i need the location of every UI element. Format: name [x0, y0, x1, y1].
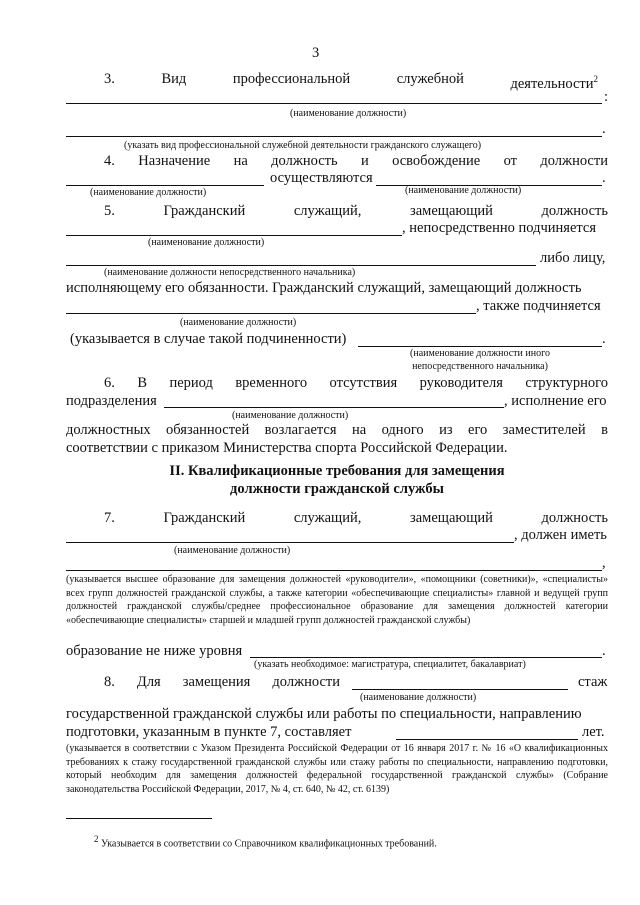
p6-line3: [66, 421, 608, 439]
p3-word: профессиональной: [232, 71, 351, 87]
p5-blank2: [66, 265, 536, 266]
p3-dot: .: [602, 121, 606, 137]
p6-word: временного: [235, 375, 308, 391]
p3-word: Вид: [161, 71, 187, 87]
p8-blank-years: [396, 739, 578, 740]
p7-blank1: [66, 542, 514, 543]
p8-stazh: стаж: [578, 674, 608, 690]
p4-mid: осуществляются: [270, 170, 373, 186]
p6-word: должностных: [66, 422, 151, 438]
p5-case-text: (указывается в случае такой подчиненности): [70, 331, 347, 347]
p5-word: замещающий: [410, 203, 493, 219]
p5-blank3: [66, 313, 476, 314]
p7-word: служащий,: [293, 510, 362, 526]
section-title-line1: II. Квалификационные требования для замещения: [169, 463, 505, 479]
p8-blank1: [352, 689, 568, 690]
p7-edu-label: образование не ниже уровня: [66, 643, 243, 659]
p4-hint-right: (наименование должности): [405, 185, 522, 196]
footnote-text: Указывается в соответствии со Справочником квалификационных требований.: [98, 838, 437, 850]
p5-word: должность: [541, 203, 608, 219]
p5-line1: [104, 202, 608, 220]
p6-division: подразделения: [66, 393, 157, 409]
p7-blank2: [66, 570, 602, 571]
p7-hint2: (указать необходимое: магистратура, специалитет, бакалавриат): [254, 659, 526, 670]
p8-years: лет.: [582, 724, 605, 740]
p5-or-person: либо лицу,: [540, 250, 606, 266]
p4-hint-left: (наименование должности): [90, 187, 207, 198]
p8-note: (указывается в соответствии с Указом Президента Российской Федерации от 16 января 2017 г. № 16 «О квалификационных требованиях к стажу государственной гражданской службы или стажу работы по специальности, направлению подготовки, который необходим для замещения должностей федеральной государственной гражданской службы» (Собрание законодательства Российской Федерации, 2017, № 4, ст. 640, № 42, ст. 6139): [66, 743, 608, 795]
p5-blank1: [66, 235, 402, 236]
footnote-mark: 2: [94, 834, 99, 844]
p3-word: служебной: [396, 71, 464, 87]
p6-word: в: [601, 422, 608, 438]
p6-word: из: [439, 422, 453, 438]
p6-num: 6.: [104, 375, 115, 391]
p8-word: должности: [272, 674, 340, 690]
p7-must-have: , должен иметь: [514, 527, 607, 543]
p6-word: руководителя: [419, 375, 503, 391]
p3-hint-position: (наименование должности): [290, 108, 407, 119]
p5-word: служащий,: [293, 203, 362, 219]
p6-word: на: [351, 422, 367, 438]
footnote: [94, 833, 437, 850]
p5-hint4: (наименование должности иного непосредственного начальника): [410, 348, 550, 372]
p6-word: его: [468, 422, 488, 438]
p8-line3: подготовки, указанным в пункте 7, составляет: [66, 724, 352, 740]
p8-word: замещения: [182, 674, 251, 690]
p6-word: обязанностей: [166, 422, 250, 438]
p4-word: должность: [271, 153, 338, 169]
p4-word: Назначение: [138, 153, 211, 169]
p6-word: отсутствия: [329, 375, 398, 391]
p8-line2: государственной гражданской службы или работы по специальности, направлению: [66, 706, 582, 722]
p5-hint3: (наименование должности): [180, 317, 297, 328]
p5-dot: .: [602, 331, 606, 347]
p8-hint1: (наименование должности): [360, 692, 477, 703]
p3-blank-position: [66, 103, 602, 104]
p6-execution: , исполнение его: [504, 393, 607, 409]
p7-line1: [104, 509, 608, 527]
p8-line1: [104, 673, 340, 691]
p4-num: 4.: [104, 153, 115, 169]
p3-colon: :: [604, 89, 609, 105]
p3-blank-activity: [66, 136, 602, 137]
p8-word: Для: [136, 674, 161, 690]
page-number: 3: [312, 45, 320, 61]
p5-hint2: (наименование должности непосредственного начальника): [104, 267, 356, 278]
p5-num: 5.: [104, 203, 115, 219]
p6-hint1: (наименование должности): [232, 410, 349, 421]
p7-dot: .: [602, 643, 606, 659]
p4-word: должности: [540, 153, 608, 169]
p6-line4: соответствии с приказом Министерства спорта Российской Федерации.: [66, 440, 508, 456]
p7-comma: ,: [602, 555, 606, 571]
p5-subordinate: , непосредственно подчиняется: [402, 220, 596, 236]
p5-hint1: (наименование должности): [148, 237, 265, 248]
p6-word: заместителей: [502, 422, 586, 438]
footnote-separator: [66, 818, 212, 819]
p5-word: Гражданский: [163, 203, 246, 219]
footnote-ref: 2: [593, 74, 598, 84]
p4-blank-left: [66, 185, 264, 186]
section-title-line2: должности гражданской службы: [230, 481, 444, 497]
p7-word: замещающий: [410, 510, 493, 526]
p7-blank-edu: [250, 657, 602, 658]
p6-word: структурного: [525, 375, 608, 391]
p4-word: от: [503, 153, 517, 169]
p3-num: 3.: [104, 71, 115, 87]
p4-word: и: [360, 153, 369, 169]
p5-blank4: [358, 346, 602, 347]
p4-word: освобождение: [392, 153, 481, 169]
p5-also: , также подчиняется: [476, 298, 601, 314]
p7-note: (указывается высшее образование для замещения должностей «руководители», «помощники (советники)», «специалисты» всех групп должностей гражданской службы, а также категории «обеспечивающие специалисты» главной и ведущей групп должностей гражданской службы/среднее профессиональное образование для замещения должностей категории «обеспечивающие специалисты» старшей и младшей групп должностей гражданской службы): [66, 574, 608, 626]
p6-blank1: [164, 407, 504, 408]
p6-line1: [104, 374, 608, 392]
p5-line3: исполняющему его обязанности. Гражданский служащий, замещающий должность: [66, 280, 582, 296]
p3-word: деятельности$^2$: [510, 74, 598, 92]
p7-hint1: (наименование должности): [174, 545, 291, 556]
p6-word: В: [137, 375, 147, 391]
p4-line1: [104, 152, 608, 170]
p6-word: возлагается: [264, 422, 337, 438]
p7-word: Гражданский: [163, 510, 246, 526]
p7-num: 7.: [104, 510, 115, 526]
p3-hint-activity: (указать вид профессиональной служебной деятельности гражданского служащего): [124, 140, 482, 151]
p4-word: на: [233, 153, 248, 169]
p3-line1: [104, 70, 598, 93]
p6-word: период: [169, 375, 213, 391]
p6-word: одного: [381, 422, 424, 438]
p7-word: должность: [541, 510, 608, 526]
p8-num: 8.: [104, 674, 115, 690]
p4-dot: .: [602, 170, 606, 186]
